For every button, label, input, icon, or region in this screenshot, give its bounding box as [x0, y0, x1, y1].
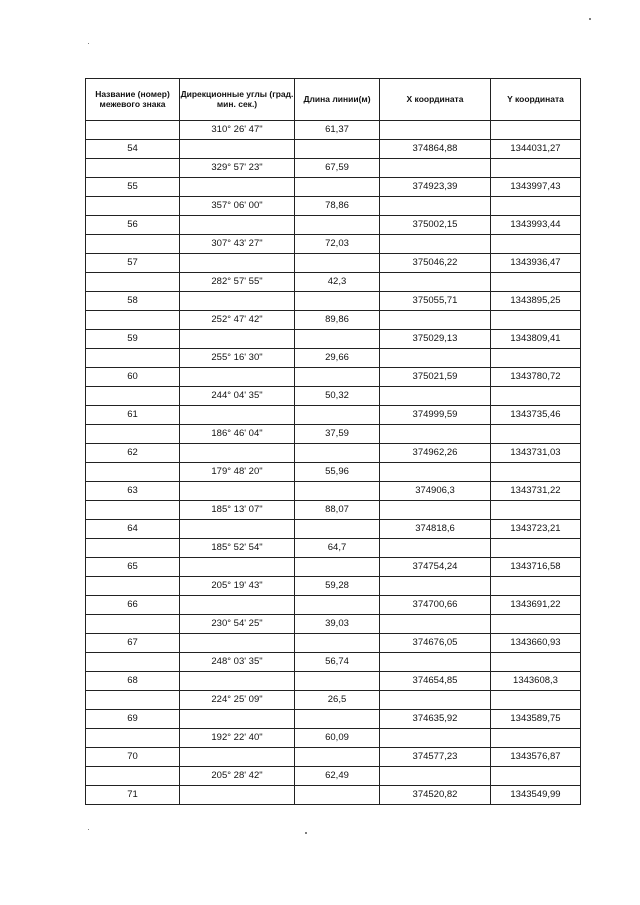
line-length-cell: 39,03: [295, 615, 380, 634]
bearing-angle-cell: [180, 710, 295, 729]
x-coordinate-cell: 374923,39: [380, 178, 491, 197]
y-coordinate-cell: 1343691,22: [491, 596, 581, 615]
line-length-cell: [295, 254, 380, 273]
marker-name-cell: [86, 273, 180, 292]
y-coordinate-cell: [491, 121, 581, 140]
bearing-angle-cell: [180, 140, 295, 159]
bearing-angle-cell: [180, 444, 295, 463]
x-coordinate-cell: [380, 235, 491, 254]
x-coordinate-cell: [380, 387, 491, 406]
bearing-angle-cell: 186° 46' 04": [180, 425, 295, 444]
table-row: [86, 463, 581, 482]
bearing-angle-cell: 230° 54' 25": [180, 615, 295, 634]
x-coordinate-cell: 374906,3: [380, 482, 491, 501]
line-length-cell: [295, 178, 380, 197]
marker-name-cell: 71: [86, 786, 180, 805]
table-row: [86, 482, 581, 501]
marker-name-cell: 64: [86, 520, 180, 539]
x-coordinate-cell: [380, 349, 491, 368]
x-coordinate-cell: 374635,92: [380, 710, 491, 729]
table-row: [86, 273, 581, 292]
y-coordinate-cell: 1343608,3: [491, 672, 581, 691]
table-row: [86, 539, 581, 558]
table-row: [86, 254, 581, 273]
bearing-angle-cell: [180, 786, 295, 805]
bearing-angle-cell: 255° 16' 30": [180, 349, 295, 368]
line-length-cell: 42,3: [295, 273, 380, 292]
table-row: [86, 425, 581, 444]
line-length-cell: 37,59: [295, 425, 380, 444]
y-coordinate-cell: [491, 653, 581, 672]
marker-name-cell: [86, 349, 180, 368]
line-length-cell: 60,09: [295, 729, 380, 748]
x-coordinate-cell: 375021,59: [380, 368, 491, 387]
y-coordinate-cell: 1343576,87: [491, 748, 581, 767]
table-row: [86, 786, 581, 805]
y-coordinate-cell: [491, 197, 581, 216]
table-row: [86, 159, 581, 178]
y-coordinate-cell: 1343716,58: [491, 558, 581, 577]
bearing-angle-cell: 224° 25' 09": [180, 691, 295, 710]
x-coordinate-cell: [380, 197, 491, 216]
y-coordinate-cell: [491, 691, 581, 710]
bearing-angle-cell: 179° 48' 20": [180, 463, 295, 482]
marker-name-cell: 66: [86, 596, 180, 615]
scan-speck: [305, 832, 307, 834]
table-row: [86, 748, 581, 767]
line-length-cell: [295, 444, 380, 463]
x-coordinate-cell: 374520,82: [380, 786, 491, 805]
table-row: [86, 596, 581, 615]
marker-name-cell: [86, 463, 180, 482]
line-length-cell: [295, 482, 380, 501]
table-row: [86, 235, 581, 254]
line-length-cell: [295, 406, 380, 425]
y-coordinate-cell: [491, 539, 581, 558]
y-coordinate-cell: 1343997,43: [491, 178, 581, 197]
x-coordinate-cell: 375046,22: [380, 254, 491, 273]
line-length-cell: [295, 672, 380, 691]
marker-name-cell: 67: [86, 634, 180, 653]
x-coordinate-cell: [380, 577, 491, 596]
table-row: [86, 710, 581, 729]
table-row: [86, 653, 581, 672]
x-coordinate-cell: [380, 729, 491, 748]
x-coordinate-cell: 374999,59: [380, 406, 491, 425]
marker-name-cell: [86, 235, 180, 254]
table-row: [86, 121, 581, 140]
line-length-cell: [295, 330, 380, 349]
header-marker-name: Название (номер) межевого знака: [86, 79, 180, 121]
marker-name-cell: 56: [86, 216, 180, 235]
header-line-length: Длина линии(м): [295, 79, 380, 121]
bearing-angle-cell: [180, 558, 295, 577]
x-coordinate-cell: 374676,05: [380, 634, 491, 653]
table-row: [86, 387, 581, 406]
marker-name-cell: [86, 121, 180, 140]
x-coordinate-cell: [380, 691, 491, 710]
bearing-angle-cell: [180, 482, 295, 501]
y-coordinate-cell: [491, 615, 581, 634]
y-coordinate-cell: 1343895,25: [491, 292, 581, 311]
y-coordinate-cell: 1343589,75: [491, 710, 581, 729]
line-length-cell: 88,07: [295, 501, 380, 520]
table-row: [86, 672, 581, 691]
bearing-angle-cell: 205° 19' 43": [180, 577, 295, 596]
x-coordinate-cell: [380, 615, 491, 634]
y-coordinate-cell: [491, 349, 581, 368]
x-coordinate-cell: [380, 501, 491, 520]
y-coordinate-cell: [491, 577, 581, 596]
table-row: [86, 767, 581, 786]
bearing-angle-cell: 310° 26' 47": [180, 121, 295, 140]
line-length-cell: 78,86: [295, 197, 380, 216]
scan-speck: [88, 43, 89, 44]
y-coordinate-cell: 1343660,93: [491, 634, 581, 653]
table-row: [86, 368, 581, 387]
marker-name-cell: 57: [86, 254, 180, 273]
table-row: [86, 292, 581, 311]
y-coordinate-cell: 1343993,44: [491, 216, 581, 235]
x-coordinate-cell: [380, 121, 491, 140]
bearing-angle-cell: 185° 52' 54": [180, 539, 295, 558]
line-length-cell: [295, 596, 380, 615]
header-x-coordinate: X координата: [380, 79, 491, 121]
x-coordinate-cell: 374864,88: [380, 140, 491, 159]
x-coordinate-cell: 374577,23: [380, 748, 491, 767]
marker-name-cell: 61: [86, 406, 180, 425]
table-row: [86, 691, 581, 710]
bearing-angle-cell: 244° 04' 35": [180, 387, 295, 406]
x-coordinate-cell: [380, 767, 491, 786]
table-row: [86, 140, 581, 159]
y-coordinate-cell: [491, 729, 581, 748]
bearing-angle-cell: 307° 43' 27": [180, 235, 295, 254]
line-length-cell: [295, 748, 380, 767]
marker-name-cell: 62: [86, 444, 180, 463]
x-coordinate-cell: [380, 273, 491, 292]
bearing-angle-cell: 357° 06' 00": [180, 197, 295, 216]
bearing-angle-cell: 248° 03' 35": [180, 653, 295, 672]
line-length-cell: 89,86: [295, 311, 380, 330]
line-length-cell: 50,32: [295, 387, 380, 406]
table-row: [86, 178, 581, 197]
bearing-angle-cell: [180, 292, 295, 311]
marker-name-cell: 60: [86, 368, 180, 387]
bearing-angle-cell: [180, 254, 295, 273]
y-coordinate-cell: 1343809,41: [491, 330, 581, 349]
marker-name-cell: 68: [86, 672, 180, 691]
x-coordinate-cell: [380, 539, 491, 558]
marker-name-cell: [86, 767, 180, 786]
line-length-cell: 55,96: [295, 463, 380, 482]
bearing-angle-cell: [180, 748, 295, 767]
line-length-cell: 62,49: [295, 767, 380, 786]
line-length-cell: [295, 140, 380, 159]
bearing-angle-cell: 185° 13' 07": [180, 501, 295, 520]
line-length-cell: 59,28: [295, 577, 380, 596]
line-length-cell: 56,74: [295, 653, 380, 672]
bearing-angle-cell: [180, 520, 295, 539]
x-coordinate-cell: [380, 159, 491, 178]
y-coordinate-cell: [491, 159, 581, 178]
line-length-cell: [295, 634, 380, 653]
x-coordinate-cell: 375055,71: [380, 292, 491, 311]
y-coordinate-cell: 1343723,21: [491, 520, 581, 539]
x-coordinate-cell: 375002,15: [380, 216, 491, 235]
line-length-cell: [295, 558, 380, 577]
marker-name-cell: [86, 501, 180, 520]
y-coordinate-cell: [491, 273, 581, 292]
marker-name-cell: 65: [86, 558, 180, 577]
table-row: [86, 330, 581, 349]
table-row: [86, 216, 581, 235]
x-coordinate-cell: 374818,6: [380, 520, 491, 539]
marker-name-cell: 70: [86, 748, 180, 767]
table-header-row: [86, 79, 581, 121]
y-coordinate-cell: [491, 767, 581, 786]
bearing-angle-cell: 329° 57' 23": [180, 159, 295, 178]
x-coordinate-cell: 374754,24: [380, 558, 491, 577]
line-length-cell: [295, 710, 380, 729]
y-coordinate-cell: 1343936,47: [491, 254, 581, 273]
line-length-cell: 26,5: [295, 691, 380, 710]
marker-name-cell: [86, 387, 180, 406]
y-coordinate-cell: [491, 235, 581, 254]
marker-name-cell: 58: [86, 292, 180, 311]
bearing-angle-cell: 252° 47' 42": [180, 311, 295, 330]
table-row: [86, 577, 581, 596]
table-row: [86, 501, 581, 520]
line-length-cell: [295, 368, 380, 387]
table-row: [86, 615, 581, 634]
line-length-cell: 29,66: [295, 349, 380, 368]
bearing-angle-cell: [180, 406, 295, 425]
marker-name-cell: [86, 729, 180, 748]
marker-name-cell: [86, 615, 180, 634]
bearing-angle-cell: 192° 22' 40": [180, 729, 295, 748]
y-coordinate-cell: [491, 501, 581, 520]
marker-name-cell: [86, 577, 180, 596]
bearing-angle-cell: 282° 57' 55": [180, 273, 295, 292]
bearing-angle-cell: 205° 28' 42": [180, 767, 295, 786]
bearing-angle-cell: [180, 596, 295, 615]
marker-name-cell: [86, 425, 180, 444]
marker-name-cell: 55: [86, 178, 180, 197]
line-length-cell: [295, 786, 380, 805]
line-length-cell: [295, 216, 380, 235]
y-coordinate-cell: [491, 463, 581, 482]
x-coordinate-cell: 375029,13: [380, 330, 491, 349]
bearing-angle-cell: [180, 634, 295, 653]
table-row: [86, 349, 581, 368]
line-length-cell: 72,03: [295, 235, 380, 254]
table-row: [86, 197, 581, 216]
table-row: [86, 558, 581, 577]
y-coordinate-cell: 1344031,27: [491, 140, 581, 159]
y-coordinate-cell: 1343731,03: [491, 444, 581, 463]
marker-name-cell: [86, 311, 180, 330]
y-coordinate-cell: 1343731,22: [491, 482, 581, 501]
marker-name-cell: 63: [86, 482, 180, 501]
line-length-cell: 64,7: [295, 539, 380, 558]
x-coordinate-cell: 374962,26: [380, 444, 491, 463]
header-y-coordinate: Y координата: [491, 79, 581, 121]
marker-name-cell: [86, 197, 180, 216]
marker-name-cell: [86, 653, 180, 672]
line-length-cell: [295, 520, 380, 539]
marker-name-cell: [86, 539, 180, 558]
x-coordinate-cell: [380, 311, 491, 330]
table-row: [86, 406, 581, 425]
table-row: [86, 311, 581, 330]
line-length-cell: 67,59: [295, 159, 380, 178]
table-row: [86, 444, 581, 463]
table-row: [86, 634, 581, 653]
scan-speck: [88, 829, 89, 830]
bearing-angle-cell: [180, 178, 295, 197]
x-coordinate-cell: 374654,85: [380, 672, 491, 691]
scan-speck: [589, 18, 591, 20]
x-coordinate-cell: [380, 653, 491, 672]
line-length-cell: [295, 292, 380, 311]
marker-name-cell: 69: [86, 710, 180, 729]
bearing-angle-cell: [180, 330, 295, 349]
y-coordinate-cell: [491, 387, 581, 406]
bearing-angle-cell: [180, 216, 295, 235]
table-body: [86, 121, 581, 805]
y-coordinate-cell: [491, 311, 581, 330]
y-coordinate-cell: [491, 425, 581, 444]
y-coordinate-cell: 1343780,72: [491, 368, 581, 387]
marker-name-cell: 54: [86, 140, 180, 159]
y-coordinate-cell: 1343735,46: [491, 406, 581, 425]
table-row: [86, 520, 581, 539]
bearing-angle-cell: [180, 368, 295, 387]
x-coordinate-cell: [380, 425, 491, 444]
marker-name-cell: [86, 159, 180, 178]
y-coordinate-cell: 1343549,99: [491, 786, 581, 805]
x-coordinate-cell: [380, 463, 491, 482]
marker-name-cell: 59: [86, 330, 180, 349]
header-bearing-angle: Дирекционные углы (град. мин. сек.): [180, 79, 295, 121]
marker-name-cell: [86, 691, 180, 710]
boundary-coordinates-table: [85, 78, 581, 805]
bearing-angle-cell: [180, 672, 295, 691]
x-coordinate-cell: 374700,66: [380, 596, 491, 615]
table-row: [86, 729, 581, 748]
line-length-cell: 61,37: [295, 121, 380, 140]
